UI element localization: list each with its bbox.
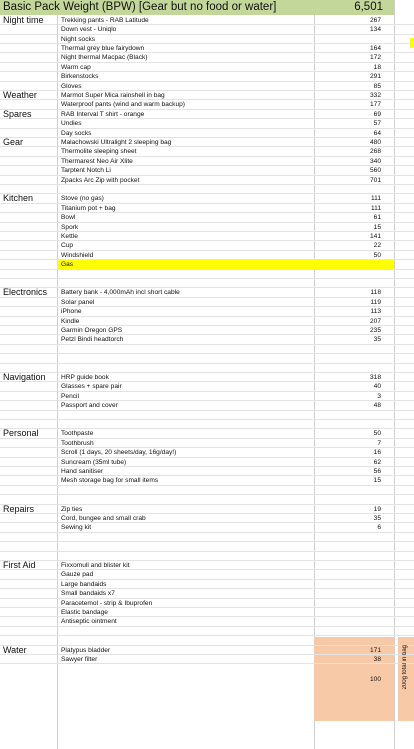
- category-label: Navigation: [3, 372, 46, 382]
- category-label: Repairs: [3, 503, 35, 514]
- item-weight: 35: [373, 515, 381, 522]
- item-name: Night thermal Macpac (Black): [61, 54, 148, 62]
- item-name: Zip ties: [61, 505, 83, 513]
- item-weight: 111: [370, 195, 381, 203]
- table-row[interactable]: [0, 157, 414, 166]
- category-label: Kitchen: [3, 193, 34, 204]
- item-name: Sawyer filter: [61, 656, 98, 663]
- item-name: Suncream (35ml tube): [61, 458, 127, 466]
- item-name: Fixxomull and blister kit: [61, 562, 130, 569]
- table-row[interactable]: [0, 335, 414, 344]
- first-aid-side-note: 200g total in bag: [402, 645, 408, 690]
- category-label: Electronics: [3, 287, 48, 298]
- item-name: HRP guide book: [61, 374, 109, 381]
- item-name: iPhone: [61, 308, 82, 316]
- table-row[interactable]: [0, 429, 414, 438]
- table-row[interactable]: [0, 185, 414, 194]
- item-weight: 3: [377, 392, 381, 400]
- item-name: Paracetemol - strip & Ibuprofen: [61, 599, 153, 607]
- first-aid-total: 100: [369, 676, 381, 683]
- table-row[interactable]: [0, 223, 414, 232]
- category-label: Spares: [3, 108, 32, 119]
- item-name: Titanium pot + bag: [61, 204, 116, 212]
- item-weight: 318: [369, 374, 381, 381]
- header-title: Basic Pack Weight (BPW) [Gear but no food or water]: [3, 1, 277, 13]
- item-weight: 235: [369, 327, 381, 334]
- item-name: Birkenstocks: [61, 73, 99, 81]
- item-weight: 15: [373, 477, 381, 485]
- item-name: Zpacks Arc Zip with pocket: [61, 176, 140, 184]
- table-row[interactable]: [0, 617, 414, 626]
- item-weight: 64: [373, 129, 381, 137]
- table-row[interactable]: [0, 608, 414, 617]
- table-row[interactable]: [0, 627, 414, 636]
- table-row[interactable]: [0, 288, 414, 297]
- item-name: Thermal grey blue fairydown: [61, 45, 145, 52]
- table-row[interactable]: [0, 476, 414, 485]
- item-weight: 172: [369, 54, 381, 62]
- table-row[interactable]: [0, 119, 414, 128]
- item-weight: 111: [370, 204, 381, 212]
- table-row[interactable]: [0, 241, 414, 250]
- item-weight: 19: [373, 505, 381, 513]
- item-name: Night socks: [61, 35, 96, 43]
- table-row[interactable]: [0, 458, 414, 467]
- table-row[interactable]: [0, 364, 414, 373]
- table-row[interactable]: [0, 129, 414, 138]
- table-row[interactable]: [0, 25, 414, 34]
- table-row[interactable]: [0, 270, 414, 279]
- table-row[interactable]: [0, 561, 414, 570]
- table-row[interactable]: [0, 260, 414, 269]
- item-weight: 113: [370, 308, 381, 316]
- table-row[interactable]: [0, 82, 414, 91]
- table-row[interactable]: [0, 44, 414, 53]
- table-row[interactable]: [0, 63, 414, 72]
- table-row[interactable]: [0, 317, 414, 326]
- table-row[interactable]: [0, 373, 414, 382]
- item-name: Mesh storage bag for small items: [61, 477, 159, 485]
- table-row[interactable]: [0, 382, 414, 391]
- table-row[interactable]: [0, 514, 414, 523]
- item-weight: 56: [373, 468, 381, 475]
- table-row[interactable]: [0, 411, 414, 420]
- item-name: Elastic bandage: [61, 609, 108, 616]
- item-name: Down vest - Uniqlo: [61, 26, 117, 34]
- item-name: Windshield: [61, 251, 94, 259]
- item-name: Warm cap: [61, 63, 91, 71]
- header-row[interactable]: [0, 0, 414, 15]
- item-name: Waterproof pants (wind and warm backup): [61, 101, 185, 109]
- item-name: Antiseptic ointment: [61, 618, 117, 626]
- item-name: Scroll (1 days, 20 sheets/day, 16g/day!): [61, 449, 177, 457]
- item-weight: 560: [369, 167, 381, 175]
- item-weight: 340: [369, 157, 381, 165]
- item-weight: 57: [373, 120, 381, 128]
- item-name: Large bandaids: [61, 580, 107, 588]
- table-row[interactable]: [0, 599, 414, 608]
- item-name: Gas: [61, 261, 74, 269]
- table-row[interactable]: [0, 655, 414, 664]
- item-weight: 6: [377, 524, 381, 532]
- item-weight: 85: [373, 82, 381, 90]
- table-row[interactable]: [0, 580, 414, 589]
- item-name: Cup: [61, 242, 74, 250]
- table-row[interactable]: [0, 542, 414, 551]
- item-name: Thermolite sleeping sheet: [61, 148, 137, 156]
- table-row[interactable]: [0, 392, 414, 401]
- item-name: Sewing kit: [61, 524, 92, 532]
- table-row[interactable]: [0, 523, 414, 532]
- item-weight: 267: [369, 16, 381, 24]
- item-name: Gauze pad: [61, 571, 94, 579]
- item-weight: 177: [369, 101, 381, 109]
- table-row[interactable]: [0, 91, 414, 100]
- item-weight: 18: [373, 63, 381, 71]
- item-weight: 207: [369, 317, 381, 325]
- table-row[interactable]: [0, 439, 414, 448]
- item-weight: 48: [373, 402, 381, 410]
- category-label: First Aid: [3, 560, 36, 570]
- table-row[interactable]: [0, 194, 414, 203]
- item-name: Toothpaste: [61, 430, 94, 438]
- item-weight: 291: [369, 73, 381, 81]
- category-label: Water: [3, 644, 27, 655]
- item-name: Thermarest Neo Air Xlite: [61, 157, 133, 165]
- header-total: 6,501: [354, 1, 383, 13]
- category-label: Weather: [3, 90, 37, 100]
- item-name: Stove (no gas): [61, 195, 104, 203]
- item-name: Tarptent Notch Li: [61, 167, 111, 175]
- table-row[interactable]: [0, 589, 414, 598]
- item-name: Bowl: [61, 214, 76, 222]
- item-name: Glasses + spare pair: [61, 383, 122, 391]
- table-row[interactable]: [0, 401, 414, 410]
- item-weight: 332: [369, 92, 381, 99]
- item-name: Spork: [61, 223, 79, 231]
- item-name: Solar panel: [61, 298, 95, 306]
- item-name: Cord, bungee and small crab: [61, 515, 146, 522]
- item-weight: 15: [373, 223, 381, 231]
- table-row[interactable]: [0, 138, 414, 147]
- item-weight: 69: [373, 110, 381, 118]
- table-row[interactable]: [0, 298, 414, 307]
- item-name: Day socks: [61, 129, 92, 137]
- item-weight: 40: [373, 383, 381, 391]
- item-weight: 16: [373, 449, 381, 457]
- item-weight: 7: [377, 439, 381, 447]
- table-row[interactable]: [0, 204, 414, 213]
- table-row[interactable]: [0, 147, 414, 156]
- item-name: Garmin Oregon GPS: [61, 327, 123, 334]
- table-row[interactable]: [0, 279, 414, 288]
- item-weight: 62: [373, 458, 381, 466]
- table-row[interactable]: [0, 467, 414, 476]
- category-label: Personal: [3, 428, 39, 439]
- item-name: Hand sanitiser: [61, 468, 104, 475]
- item-weight: 35: [373, 336, 381, 344]
- table-row[interactable]: [0, 232, 414, 241]
- table-row[interactable]: [0, 176, 414, 185]
- item-weight: 50: [373, 430, 381, 438]
- item-name: Marmot Super Mica rainshell in bag: [61, 92, 165, 99]
- item-name: Kindle: [61, 317, 80, 325]
- item-weight: 22: [373, 242, 381, 250]
- table-row[interactable]: [0, 345, 414, 354]
- table-row[interactable]: [0, 448, 414, 457]
- table-row[interactable]: [0, 251, 414, 260]
- item-name: Toothbrush: [61, 439, 94, 447]
- item-weight: 119: [370, 298, 381, 306]
- item-weight: 141: [369, 233, 381, 240]
- item-weight: 480: [369, 139, 381, 146]
- item-weight: 61: [373, 214, 381, 222]
- item-weight: 38: [373, 656, 381, 663]
- table-row[interactable]: [0, 72, 414, 81]
- table-row[interactable]: [0, 16, 414, 25]
- category-label: Night time: [3, 14, 44, 25]
- table-row[interactable]: [0, 110, 414, 119]
- item-weight: 50: [373, 251, 381, 259]
- item-name: Petzl Bindi headtorch: [61, 336, 124, 344]
- table-row[interactable]: [0, 53, 414, 62]
- table-row[interactable]: [0, 420, 414, 429]
- item-name: Malachowski Ultralight 2 sleeping bag: [61, 139, 172, 146]
- table-row[interactable]: [0, 354, 414, 363]
- table-row[interactable]: [0, 486, 414, 495]
- category-label: Gear: [3, 137, 24, 147]
- table-row[interactable]: [0, 505, 414, 514]
- table-row[interactable]: [0, 533, 414, 542]
- table-row[interactable]: [0, 326, 414, 335]
- item-name: Small bandaids x7: [61, 590, 115, 598]
- table-row[interactable]: [0, 636, 414, 645]
- item-weight: 118: [370, 289, 381, 297]
- table-row[interactable]: [0, 646, 414, 655]
- item-weight: 701: [369, 176, 381, 184]
- table-row[interactable]: [0, 100, 414, 109]
- table-row[interactable]: [0, 213, 414, 222]
- table-row[interactable]: [0, 495, 414, 504]
- item-name: Passport and cover: [61, 402, 118, 410]
- table-row[interactable]: [0, 552, 414, 561]
- table-row[interactable]: [0, 35, 414, 44]
- item-name: Pencil: [61, 392, 79, 400]
- item-name: Undies: [61, 120, 82, 128]
- item-weight: 268: [369, 148, 381, 156]
- item-name: Kettle: [61, 233, 78, 240]
- item-name: Gloves: [61, 82, 82, 90]
- item-weight: 164: [369, 45, 381, 52]
- item-weight: 171: [369, 646, 381, 654]
- item-name: Trekking pants - RAB Latitude: [61, 16, 149, 24]
- item-name: Platypus bladder: [61, 646, 111, 654]
- table-row[interactable]: [0, 166, 414, 175]
- highlighted-cell: [57, 260, 394, 269]
- table-row[interactable]: [0, 307, 414, 316]
- item-weight: 134: [369, 26, 381, 34]
- table-row[interactable]: [0, 570, 414, 579]
- item-name: RAB Interval T shirt - orange: [61, 110, 145, 118]
- item-name: Battery bank - 4,000mAh incl short cable: [61, 289, 180, 297]
